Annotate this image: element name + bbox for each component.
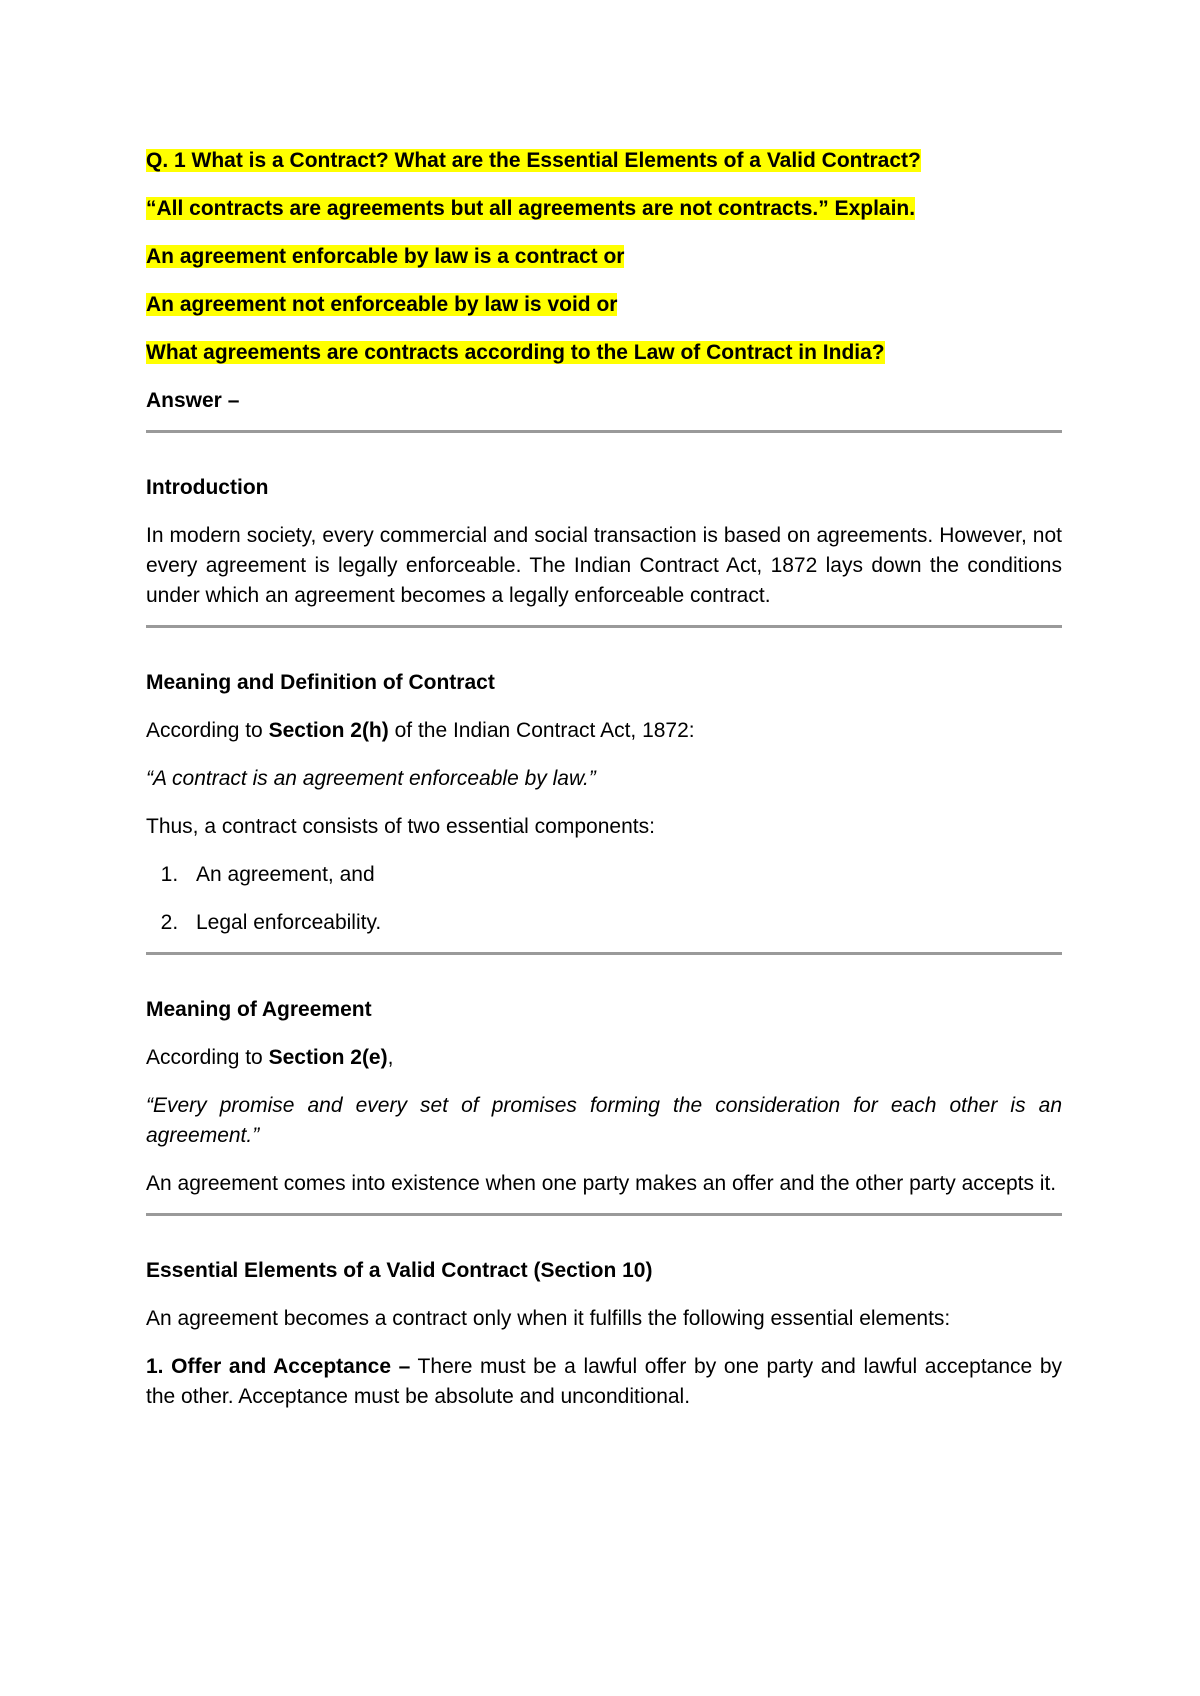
highlighted-question: What agreements are contracts according to the Law of Contract in India? [146, 341, 885, 364]
agreement-text: An agreement comes into existence when one party makes an offer and the other party accepts it. [146, 1172, 1057, 1195]
list-item: 2. Legal enforceability. [184, 908, 1062, 938]
list-item: 1. An agreement, and [184, 860, 1062, 890]
question-line-5 [146, 338, 1062, 368]
section-reference: Section 2(e) [268, 1046, 388, 1069]
element-text: There must be a lawful offer by one party and lawful acceptance by the other. Acceptance must be absolute and unconditional. [146, 1355, 1062, 1408]
question-line-4 [146, 290, 1062, 320]
contract-components-intro: Thus, a contract consists of two essential components: [146, 815, 655, 838]
according-suffix: , [387, 1046, 394, 1069]
contract-according-line [146, 716, 1062, 746]
meaning-contract-heading: Meaning and Definition of Contract [146, 671, 495, 694]
question-line-1 [146, 146, 1062, 176]
according-prefix: According to [146, 719, 269, 742]
meaning-agreement-heading: Meaning of Agreement [146, 998, 372, 1021]
according-prefix: According to [146, 1046, 269, 1069]
section-reference: Section 2(h) [268, 719, 389, 742]
section-divider [146, 952, 1062, 955]
highlighted-question: An agreement enforcable by law is a contract or [146, 245, 625, 268]
element-label: 1. Offer and Acceptance – [146, 1355, 411, 1378]
essential-element-item-1 [146, 1352, 1062, 1412]
section-divider [146, 625, 1062, 628]
introduction-text: In modern society, every commercial and social transaction is based on agreements. However, not every agreement is legally enforceable. The Indian Contract Act, 1872 lays down the conditions under which an agreement becomes a legally enforceable contract. [146, 524, 1062, 607]
contract-definition-quote: “A contract is an agreement enforceable by law.” [146, 767, 596, 790]
question-line-2 [146, 194, 1062, 224]
agreement-definition-quote: “Every promise and every set of promises forming the consideration for each other is an agreement.” [146, 1094, 1062, 1147]
section-divider [146, 430, 1062, 433]
essential-elements-intro: An agreement becomes a contract only when it fulfills the following essential elements: [146, 1307, 951, 1330]
introduction-heading: Introduction [146, 476, 269, 499]
section-divider [146, 1213, 1062, 1216]
highlighted-question: “All contracts are agreements but all agreements are not contracts.” Explain. [146, 197, 916, 220]
according-suffix: of the Indian Contract Act, 1872: [388, 719, 695, 742]
document-page [146, 146, 1062, 1430]
highlighted-question: Q. 1 What is a Contract? What are the Essential Elements of a Valid Contract? [146, 149, 921, 172]
answer-label: Answer – [146, 389, 240, 412]
contract-components-list [146, 860, 1062, 938]
question-line-3 [146, 242, 1062, 272]
highlighted-question: An agreement not enforceable by law is void or [146, 293, 618, 316]
agreement-according-line [146, 1043, 1062, 1073]
essential-elements-heading: Essential Elements of a Valid Contract (Section 10) [146, 1259, 653, 1282]
